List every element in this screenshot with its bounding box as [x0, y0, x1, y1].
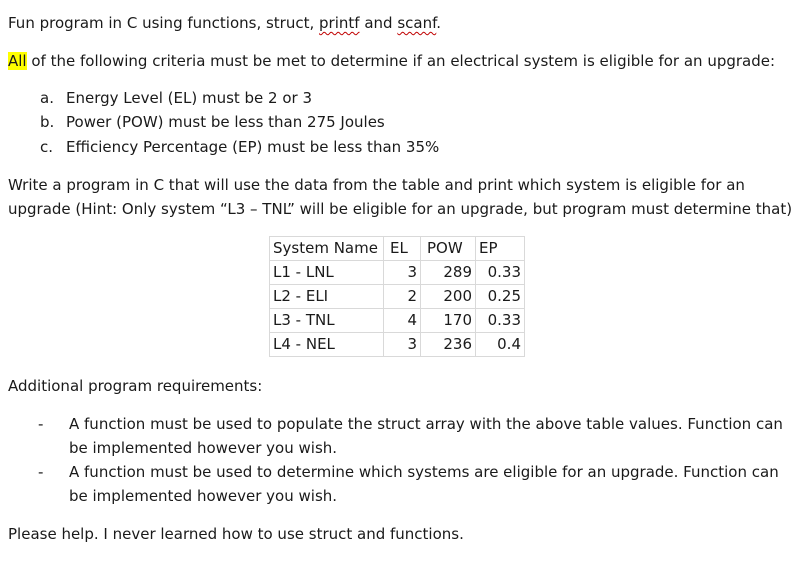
- cell-pow: 170: [421, 309, 476, 333]
- criteria-text: Energy Level (EL) must be 2 or 3: [66, 89, 313, 107]
- criteria-item-c: [40, 137, 439, 157]
- additional-item-1-line-2: be implemented however you wish.: [69, 439, 338, 457]
- table-row: [270, 285, 525, 309]
- header-el: EL: [384, 237, 421, 261]
- criteria-intro-highlight: All: [8, 52, 27, 70]
- criteria-marker: b.: [40, 113, 55, 131]
- cell-system-name: L3 - TNL: [270, 309, 384, 333]
- cell-el: 3: [384, 261, 421, 285]
- title-scanf: scanf: [397, 14, 437, 32]
- instructions-line-2: upgrade (Hint: Only system “L3 – TNL” will be eligible for an upgrade, but program must determine that): [8, 200, 793, 218]
- system-data-table: [269, 236, 525, 357]
- cell-el: 4: [384, 309, 421, 333]
- title-suffix: .: [436, 14, 442, 32]
- cell-system-name: L4 - NEL: [270, 333, 384, 357]
- table-row: [270, 261, 525, 285]
- criteria-marker: c.: [40, 138, 54, 156]
- header-ep: EP: [476, 237, 525, 261]
- title-and: and: [359, 14, 398, 32]
- question-title: [8, 13, 441, 33]
- cell-ep: 0.4: [476, 333, 525, 357]
- criteria-item-a: [40, 88, 312, 108]
- criteria-text: Power (POW) must be less than 275 Joules: [66, 113, 385, 131]
- additional-item-2-line-2: be implemented however you wish.: [69, 487, 338, 505]
- table-row: [270, 309, 525, 333]
- cell-system-name: L1 - LNL: [270, 261, 384, 285]
- table-row: [270, 333, 525, 357]
- bullet-dash: -: [38, 463, 44, 481]
- cell-el: 2: [384, 285, 421, 309]
- cell-pow: 289: [421, 261, 476, 285]
- cell-ep: 0.33: [476, 309, 525, 333]
- closing-text: Please help. I never learned how to use struct and functions.: [8, 525, 464, 543]
- criteria-marker: a.: [40, 89, 54, 107]
- title-prefix: Fun program in C using functions, struct,: [8, 14, 320, 32]
- criteria-item-b: [40, 112, 385, 132]
- cell-pow: 200: [421, 285, 476, 309]
- additional-item-2-line-1: A function must be used to determine which systems are eligible for an upgrade. Function can: [69, 463, 779, 481]
- criteria-intro-text: of the following criteria must be met to determine if an electrical system is eligible for an upgrade:: [26, 52, 776, 70]
- cell-system-name: L2 - ELI: [270, 285, 384, 309]
- criteria-intro: [8, 51, 775, 71]
- table-header-row: [270, 237, 525, 261]
- title-printf: printf: [319, 14, 360, 32]
- cell-ep: 0.33: [476, 261, 525, 285]
- criteria-text: Efficiency Percentage (EP) must be less than 35%: [66, 138, 440, 156]
- additional-item-1-line-1: A function must be used to populate the struct array with the above table values. Function can: [69, 415, 783, 433]
- cell-ep: 0.25: [476, 285, 525, 309]
- instructions-line-1: Write a program in C that will use the data from the table and print which system is eligible for an: [8, 176, 745, 194]
- cell-el: 3: [384, 333, 421, 357]
- header-pow: POW: [421, 237, 476, 261]
- cell-pow: 236: [421, 333, 476, 357]
- header-system-name: System Name: [270, 237, 384, 261]
- bullet-dash: -: [38, 415, 44, 433]
- additional-heading: Additional program requirements:: [8, 377, 263, 395]
